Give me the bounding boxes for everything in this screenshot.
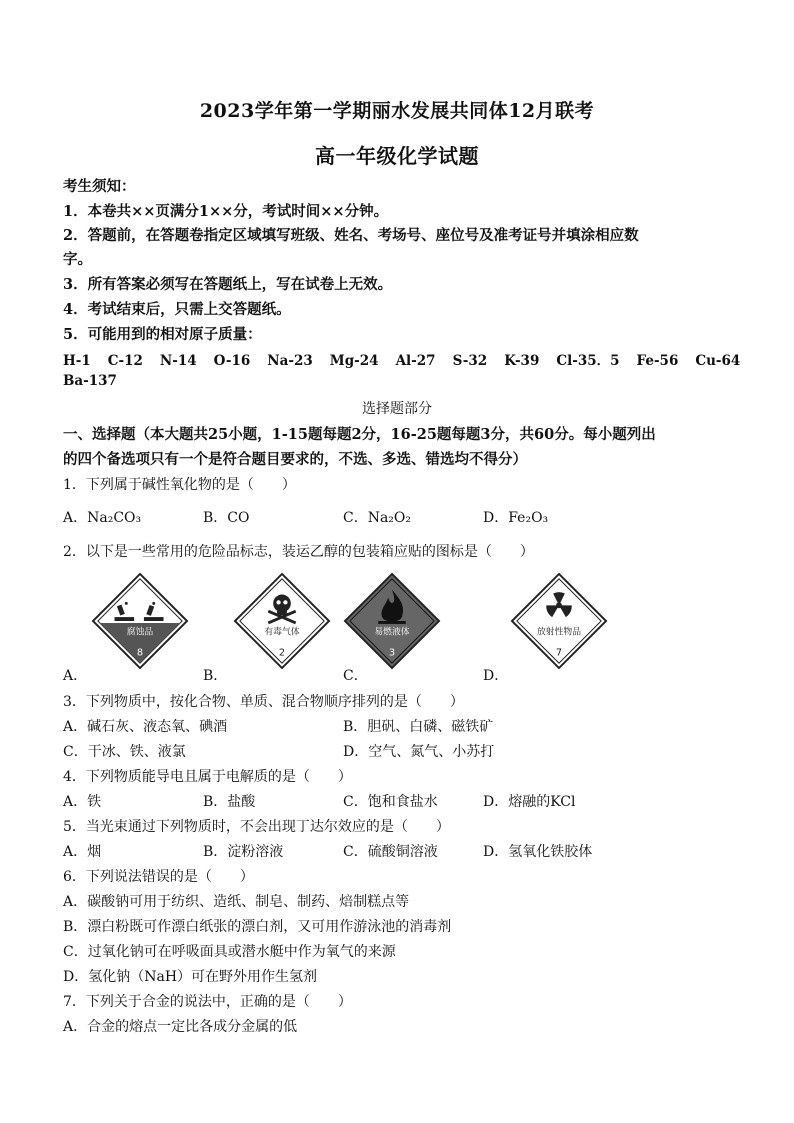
notice-item-3: 3．所有答案必须写在答题纸上，写在试卷上无效。	[63, 276, 393, 293]
q7-option-a[interactable]: A．合金的熔点一定比各成分金属的低	[63, 1019, 298, 1035]
mass-ba: Ba-137	[63, 373, 117, 389]
q3-option-c[interactable]: C．干冰、铁、液氯	[63, 744, 186, 760]
section-title: 选择题部分	[362, 401, 432, 417]
q4-option-c[interactable]: C．饱和食盐水	[343, 794, 438, 810]
q6-option-c[interactable]: C．过氧化钠可在呼吸面具或潜水艇中作为氧气的来源	[63, 944, 396, 960]
q4-stem: 4．下列物质能导电且属于电解质的是（ ）	[63, 769, 352, 785]
mass-k: K-39	[504, 353, 540, 369]
notice-heading: 考生须知：	[63, 178, 136, 195]
sign-label-corrosive: 腐蚀品	[126, 627, 154, 638]
sign-num-flammable: 3	[388, 647, 396, 659]
exam-subtitle: 高一年级化学试题	[315, 144, 479, 168]
q3-option-d[interactable]: D．空气、氮气、小苏打	[343, 744, 495, 760]
sign-label-radioactive: 放射性物品	[536, 627, 582, 638]
mass-fe: Fe-56	[636, 353, 679, 369]
q6-option-b[interactable]: B．漂白粉既可作漂白纸张的漂白剂，又可用作游泳池的消毒剂	[63, 919, 452, 935]
sign-num-radioactive: 7	[555, 647, 563, 659]
mass-o: O-16	[213, 353, 251, 369]
corrosive-icon	[91, 572, 189, 670]
sign-corrosive[interactable]	[91, 572, 189, 670]
sign-toxic-gas[interactable]	[233, 572, 331, 670]
sign-num-toxic: 2	[278, 647, 286, 659]
mass-na: Na-23	[267, 353, 313, 369]
q1-option-b[interactable]: B．CO	[203, 510, 250, 526]
flame-icon	[343, 572, 441, 670]
sign-num-corrosive: 8	[136, 647, 144, 659]
notice-item-2-cont: 字。	[63, 251, 92, 268]
mass-cu: Cu-64	[695, 353, 741, 369]
q1-option-c[interactable]: C．Na₂O₂	[343, 510, 412, 526]
q3-stem: 3．下列物质中，按化合物、单质、混合物顺序排列的是（ ）	[63, 694, 464, 710]
mass-al: Al-27	[395, 353, 436, 369]
q2-option-d[interactable]: D．	[483, 668, 509, 684]
q6-option-d[interactable]: D．氢化钠（NaH）可在野外用作生氢剂	[63, 969, 318, 985]
skull-icon	[233, 572, 331, 670]
radiation-icon	[510, 572, 608, 670]
q3-option-b[interactable]: B．胆矾、白磷、磁铁矿	[343, 719, 494, 735]
mass-s: S-32	[452, 353, 488, 369]
mass-h: H-1	[63, 353, 91, 369]
q5-stem: 5．当光束通过下列物质时，不会出现丁达尔效应的是（ ）	[63, 819, 450, 835]
exam-title: 2023学年第一学期丽水发展共同体12月联考	[199, 100, 595, 122]
notice-item-4: 4．考试结束后，只需上交答题纸。	[63, 301, 291, 318]
notice-item-1: 1．本卷共××页满分1××分，考试时间××分钟。	[63, 203, 389, 220]
q2-stem: 2．以下是一些常用的危险品标志，装运乙醇的包装箱应贴的图标是（ ）	[63, 544, 534, 560]
notice-item-5: 5．可能用到的相对原子质量：	[63, 326, 262, 343]
q4-option-b[interactable]: B．盐酸	[203, 794, 256, 810]
notice-item-2: 2．答题前，在答题卷指定区域填写班级、姓名、考场号、座位号及准考证号并填涂相应数	[63, 227, 639, 244]
q5-option-d[interactable]: D．氢氧化铁胶体	[483, 844, 593, 860]
q1-option-d[interactable]: D．Fe₂O₃	[483, 510, 549, 526]
q6-stem: 6．下列说法错误的是（ ）	[63, 869, 254, 885]
q5-option-b[interactable]: B．淀粉溶液	[203, 844, 284, 860]
q7-stem: 7．下列关于合金的说法中，正确的是（ ）	[63, 994, 352, 1010]
q5-option-a[interactable]: A．烟	[63, 844, 102, 860]
q3-option-a[interactable]: A．碱石灰、液态氧、碘酒	[63, 719, 228, 735]
sign-flammable-liquid[interactable]	[343, 572, 441, 670]
section-intro-2: 的四个备选项只有一个是符合题目要求的，不选、多选、错选均不得分）	[63, 451, 527, 468]
section-intro-1: 一、选择题（本大题共25小题，1-15题每题2分，16-25题每题3分，共60分。每小题列出	[63, 426, 656, 443]
q2-option-a[interactable]: A．	[63, 668, 88, 684]
q1-stem: 1．下列属于碱性氧化物的是（ ）	[63, 477, 296, 493]
q6-option-a[interactable]: A．碳酸钠可用于纺织、造纸、制皂、制药、焙制糕点等	[63, 894, 410, 910]
q2-option-b[interactable]: B．	[203, 668, 228, 684]
q2-option-c[interactable]: C．	[343, 668, 368, 684]
mass-c: C-12	[107, 353, 143, 369]
atomic-mass-list	[63, 349, 757, 369]
q4-option-d[interactable]: D．熔融的KCl	[483, 794, 576, 810]
mass-cl: Cl-35．5	[556, 353, 620, 369]
sign-label-flammable: 易燃液体	[374, 627, 410, 638]
q1-option-a[interactable]: A．Na₂CO₃	[63, 510, 142, 526]
q5-option-c[interactable]: C．硫酸铜溶液	[343, 844, 438, 860]
mass-mg: Mg-24	[329, 353, 379, 369]
sign-radioactive[interactable]	[510, 572, 608, 670]
q4-option-a[interactable]: A．铁	[63, 794, 102, 810]
sign-label-toxic: 有毒气体	[264, 627, 300, 638]
mass-n: N-14	[159, 353, 197, 369]
